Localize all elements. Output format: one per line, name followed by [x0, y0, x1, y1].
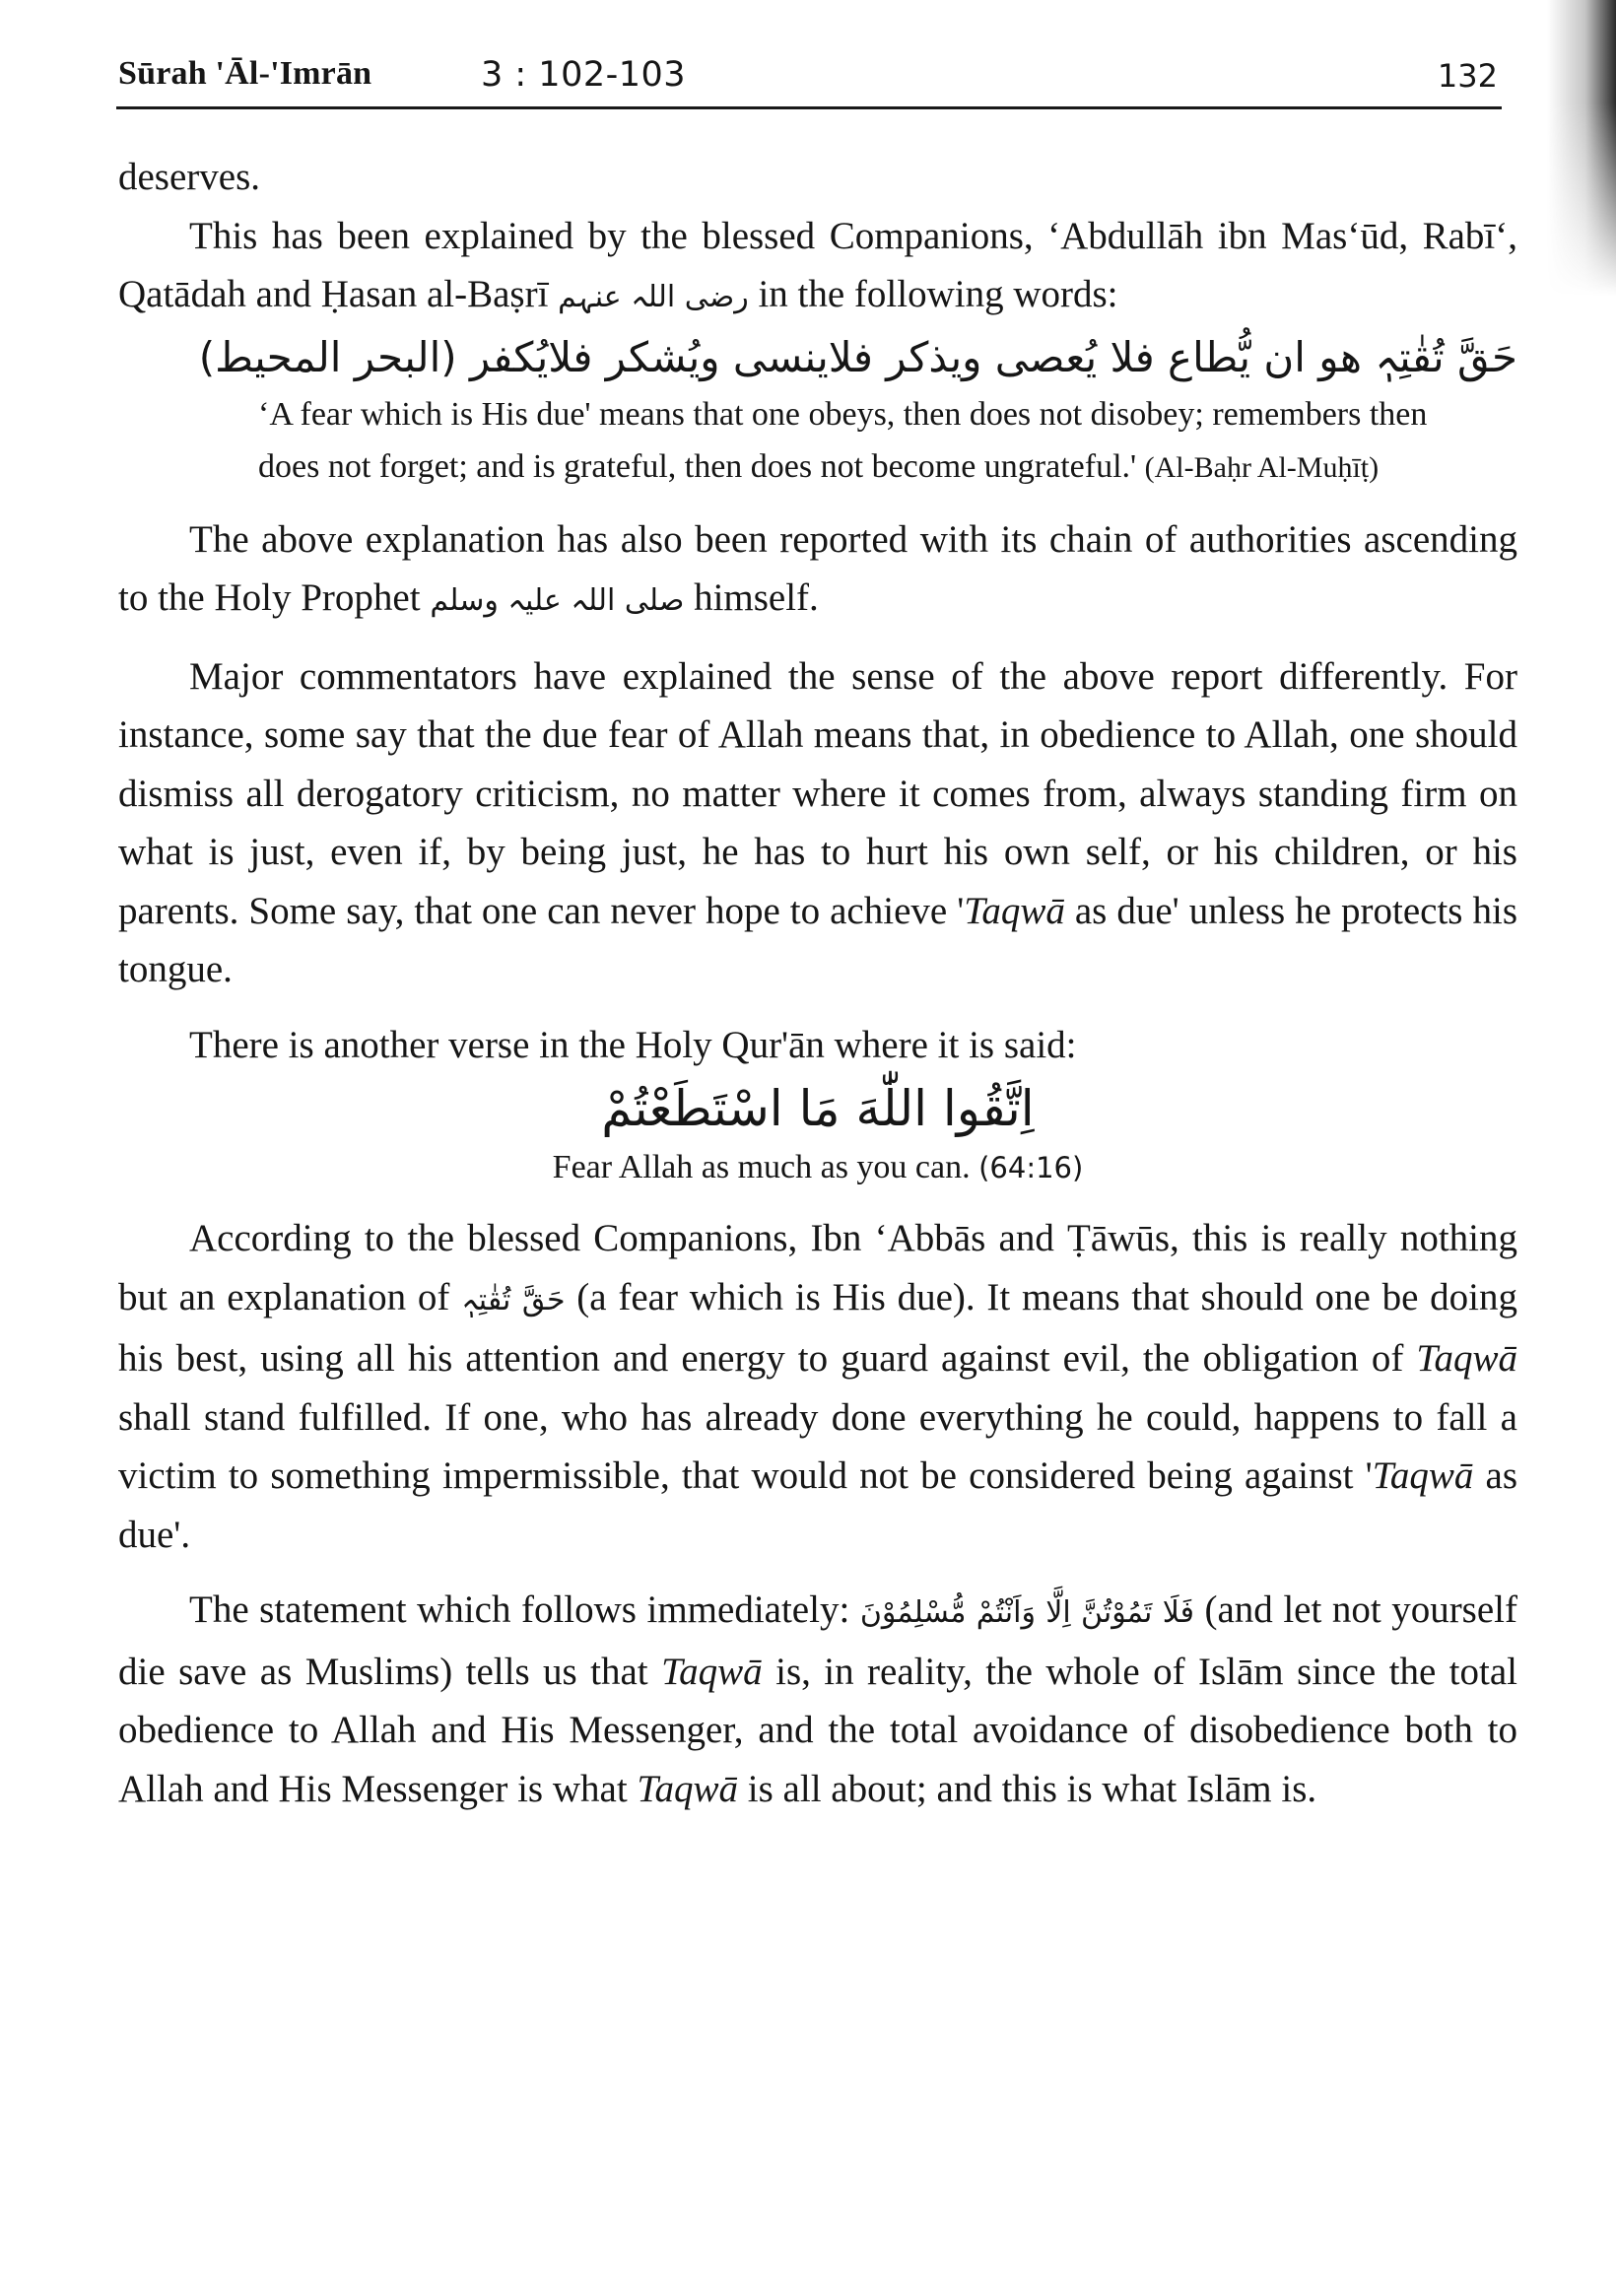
p2-honorific-arabic: رضی اللہ عنہم	[558, 280, 749, 314]
page-body	[118, 148, 1517, 1818]
p7-text-d: is all about; and this is what Islām is.	[747, 1767, 1317, 1810]
verse-range: 3 : 102-103	[481, 55, 687, 95]
paragraph-4	[118, 647, 1517, 999]
page-number: 132	[1437, 57, 1498, 95]
p4-taqwa: Taqwā	[964, 889, 1065, 932]
p6-taqwa: Taqwā	[1416, 1337, 1518, 1380]
paragraph-7	[118, 1581, 1517, 1818]
p7-text-c: is, in reality, the whole of Islām since the total obedience to Allah and His Messenger, and the total avoidance of disobedience both to Allah and His Messenger is what	[118, 1650, 1518, 1810]
p7-arabic: فَلَا تَمُوْتُنَّ اِلَّا وَاَنْتُمْ مُّسْلِمُوْنَ	[859, 1595, 1194, 1630]
p7-taqwa: Taqwā	[661, 1650, 763, 1693]
p6-text-a: According to the blessed Companions, Ibn ‘Abbās and Ṭāwūs, this is really nothing but an explanation of	[118, 1217, 1517, 1318]
p6-arabic: حَقَّ تُقٰتِہٖ	[461, 1282, 566, 1317]
verse-translation: Fear Allah as much as you can.	[552, 1149, 971, 1185]
p6-taqwa-2: Taqwā	[1372, 1454, 1474, 1497]
p6-text-b: (a fear which is His due). It means that should one be doing his best, using all his attention and energy to guard against evil, the obligation of	[118, 1275, 1517, 1380]
verse-translation-line	[118, 1143, 1517, 1192]
p7-taqwa-2: Taqwā	[637, 1767, 739, 1810]
quote-translation: ‘A fear which is His due' means that one obeys, then does not disobey; remembers then does not forget; and is grateful, then does not become ungrateful.'	[258, 395, 1428, 485]
p7-text-b: (and let not yourself die save as Muslims) tells us that	[118, 1588, 1517, 1693]
quote-translation-block	[118, 388, 1517, 494]
scan-binding-shadow	[1547, 0, 1616, 296]
p3-text-start: The above explanation has also been reported with its chain of authorities ascending to the Holy Prophet	[118, 517, 1517, 619]
arabic-quote: حَقَّ تُقٰتِہٖ هو ان يُّطاع فلا يُعصى ويذكر فلاينسى ويُشكر فلايُكفر (البحر المحيط)	[198, 332, 1517, 381]
p4-text-a: Major commentators have explained the sense of the above report differently. For instance, some say that the due fear of Allah means that, in obedience to Allah, one should dismiss all derogatory criticism, no matter where it comes from, always standing firm on what is just, even if, by being just, he has to hurt his own self, or his children, or his parents. Some say, that one can never hope to achieve '	[118, 654, 1517, 932]
p4-text-b: as due' unless he protects his tongue.	[118, 889, 1517, 990]
p7-text-a: The statement which follows immediately:	[189, 1588, 850, 1631]
p6-text-c: shall stand fulfilled. If one, who has already done everything he could, happens to fall a victim to something impermissible, that would not be considered being against '	[118, 1395, 1517, 1497]
p2-text-end: in the following words:	[758, 273, 1118, 315]
verse-reference: (64:16)	[978, 1151, 1084, 1184]
paragraph-3	[118, 510, 1517, 631]
paragraph-2	[118, 207, 1517, 327]
p6-text-d: as due'.	[118, 1454, 1517, 1556]
paragraph-5: There is another verse in the Holy Qur'ān where it is said:	[189, 1023, 1077, 1066]
p2-text-start: This has been explained by the blessed Companions, ‘Abdullāh ibn Mas‘ūd, Rabī‘, Qatādah and Ḥasan al-Baṣrī	[118, 214, 1517, 315]
paragraph-6	[118, 1209, 1517, 1564]
paragraph-1: deserves.	[118, 156, 261, 198]
header-rule	[116, 106, 1502, 109]
page-header	[118, 49, 1498, 104]
arabic-verse: اِتَّقُوا اللّٰهَ مَا اسْتَطَعْتُمْ	[601, 1080, 1035, 1137]
p3-honorific-arabic: صلی اللہ علیہ وسلم	[430, 583, 685, 618]
quote-citation: (Al-Baḥr Al-Muḥīṭ)	[1144, 450, 1380, 484]
surah-title: Sūrah 'Āl-'Imrān	[118, 55, 372, 92]
p3-text-end: himself.	[694, 576, 819, 619]
